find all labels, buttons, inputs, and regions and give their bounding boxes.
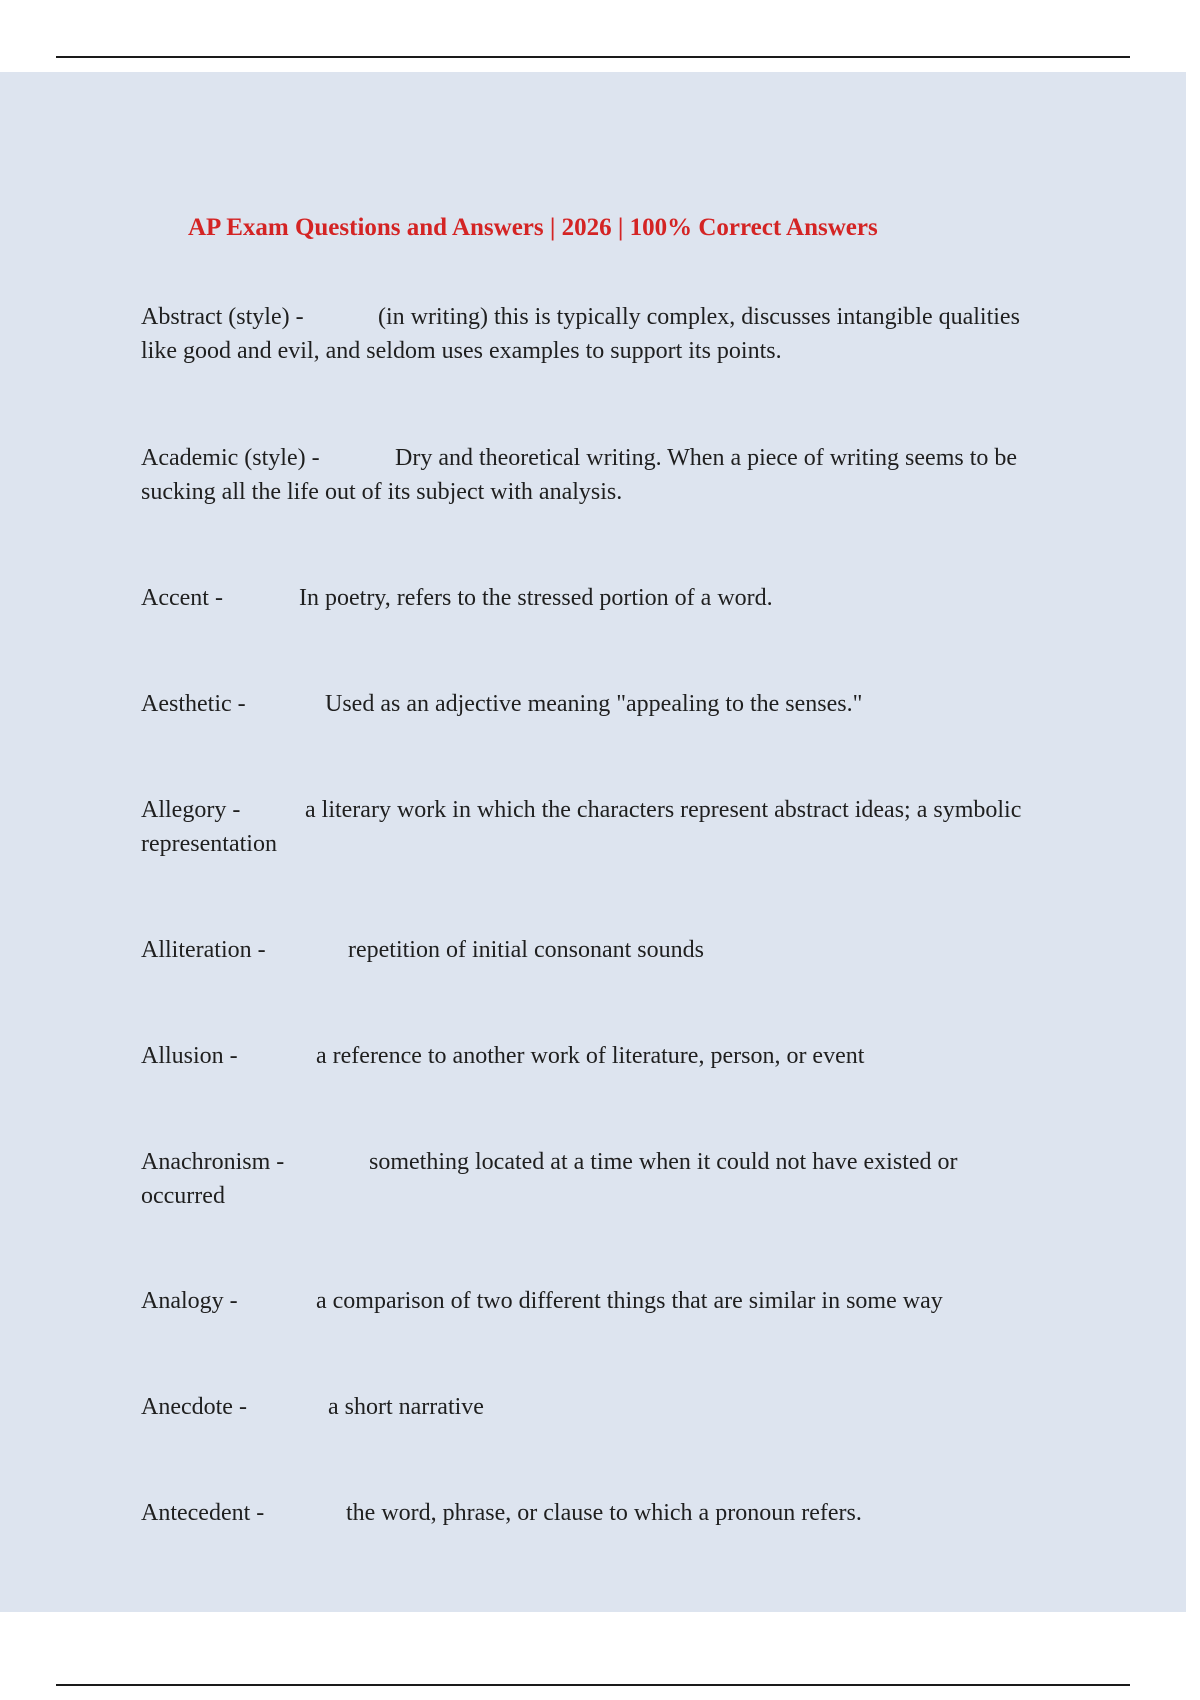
entry-definition: repetition of initial consonant sounds <box>348 937 704 963</box>
top-rule <box>56 56 1130 58</box>
glossary-entry <box>141 1390 1046 1424</box>
glossary-entry <box>141 1039 1046 1073</box>
entry-definition: a comparison of two different things that are similar in some way <box>316 1288 943 1314</box>
glossary-entry <box>141 441 1046 509</box>
entry-definition: Dry and theoretical writing. When a piece of writing seems to be sucking all the life out of its subject with analysis. <box>141 445 1018 505</box>
entry-term: Abstract (style) - <box>141 304 304 330</box>
glossary-entry <box>141 687 1046 721</box>
document-title: AP Exam Questions and Answers | 2026 | 100% Correct Answers <box>188 214 878 241</box>
bottom-rule <box>56 1684 1130 1686</box>
glossary-entry <box>141 1284 1046 1318</box>
glossary-entry <box>141 581 1046 615</box>
entry-definition: a literary work in which the characters represent abstract ideas; a symbolic representation <box>141 797 1022 857</box>
glossary-entry <box>141 1145 1046 1213</box>
entry-definition: Used as an adjective meaning "appealing to the senses." <box>325 691 863 717</box>
entry-term: Alliteration - <box>141 937 266 963</box>
entry-definition: something located at a time when it could not have existed or occurred <box>141 1149 958 1209</box>
entry-definition: (in writing) this is typically complex, discusses intangible qualities like good and evil, and seldom uses examples to support its points. <box>141 304 1020 364</box>
entry-term: Accent - <box>141 585 223 611</box>
entry-term: Allegory - <box>141 797 241 823</box>
entry-term: Anachronism - <box>141 1149 285 1175</box>
entry-definition: a short narrative <box>328 1394 484 1420</box>
glossary-entry <box>141 1496 1046 1530</box>
entry-definition: In poetry, refers to the stressed portion of a word. <box>299 585 773 611</box>
entry-term: Academic (style) - <box>141 445 320 471</box>
entry-term: Anecdote - <box>141 1394 247 1420</box>
glossary-entry <box>141 933 1046 967</box>
entry-definition: a reference to another work of literature, person, or event <box>316 1043 865 1069</box>
glossary-entry <box>141 793 1046 861</box>
entry-term: Allusion - <box>141 1043 238 1069</box>
glossary-entry <box>141 300 1046 368</box>
entry-term: Analogy - <box>141 1288 238 1314</box>
entry-definition: the word, phrase, or clause to which a pronoun refers. <box>346 1500 862 1526</box>
entry-term: Aesthetic - <box>141 691 246 717</box>
entry-term: Antecedent - <box>141 1500 265 1526</box>
